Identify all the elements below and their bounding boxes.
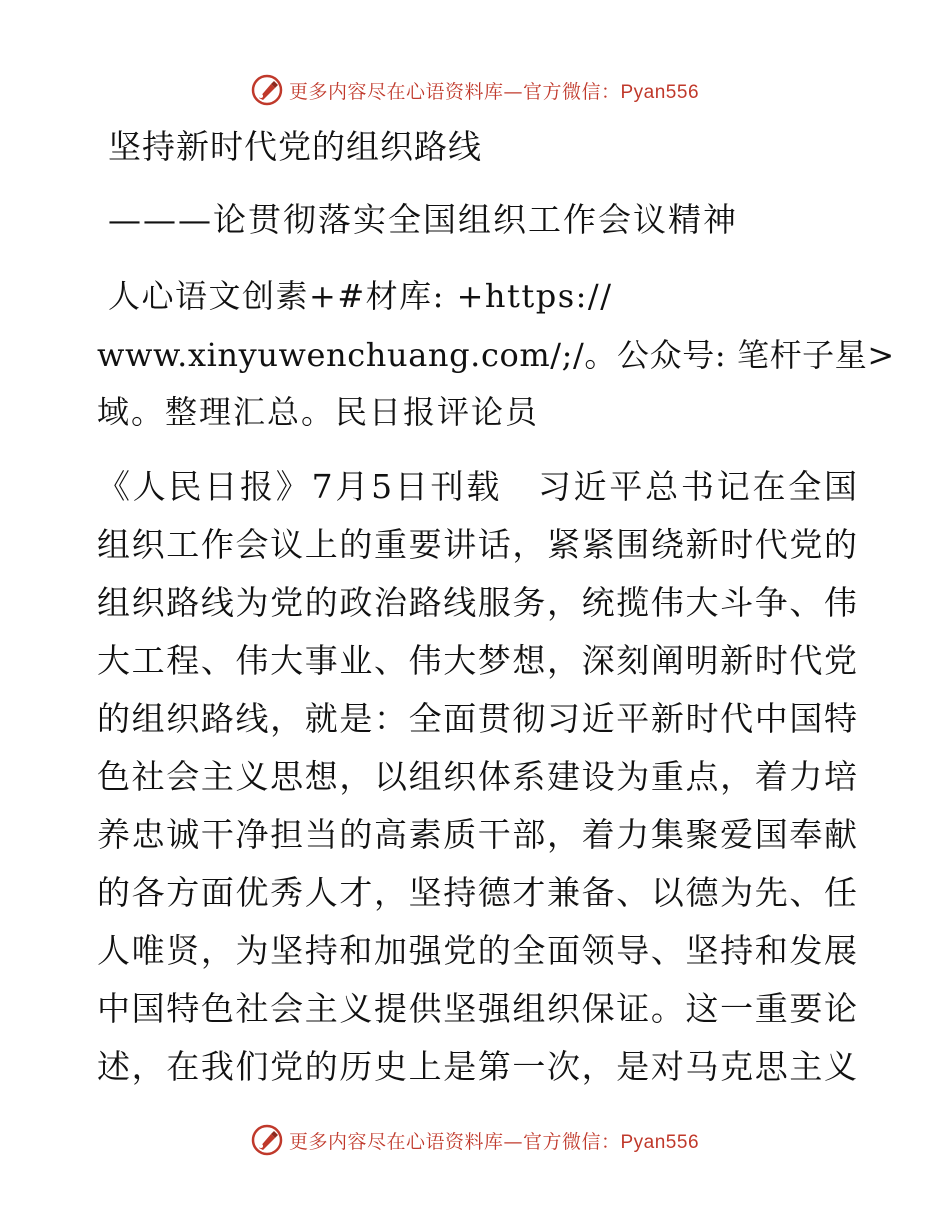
banner-wechat-id: Pyan556	[620, 1131, 700, 1153]
body-line: 中国特色社会主义提供坚强组织保证。这一重要论	[97, 989, 857, 1028]
body-line: 的各方面优秀人才，坚持德才兼备、以德为先、任	[97, 873, 857, 912]
footer-watermark-banner	[0, 1122, 950, 1158]
body-line: 的组织路线，就是：全面贯彻习近平新时代中国特	[97, 699, 857, 738]
body-line: 人唯贤，为坚持和加强党的全面领导、坚持和发展	[97, 931, 857, 970]
body-line: 组织工作会议上的重要讲话，紧紧围绕新时代党的	[97, 525, 857, 564]
article-title: 坚持新时代党的组织路线	[108, 127, 482, 166]
banner-text-cn: 更多内容尽在心语资料库—官方微信：	[288, 80, 621, 103]
article-subtitle: ———论贯彻落实全国组织工作会议精神	[108, 200, 738, 239]
banner-text	[289, 77, 699, 104]
banner-text-cn: 更多内容尽在心语资料库—官方微信：	[288, 1130, 621, 1153]
body-line: 《人民日报》7月5日刊载 习近平总书记在全国	[97, 467, 857, 506]
banner-wechat-id: Pyan556	[620, 81, 700, 103]
body-line: 养忠诚干净担当的高素质干部，着力集聚爱国奉献	[97, 815, 857, 854]
source-line-3: 域。整理汇总。民日报评论员	[97, 393, 540, 431]
body-line: 述，在我们党的历史上是第一次，是对马克思主义	[97, 1047, 857, 1086]
pen-logo-icon	[251, 1124, 283, 1156]
body-line: 大工程、伟大事业、伟大梦想，深刻阐明新时代党	[97, 641, 857, 680]
banner-text	[289, 1127, 699, 1154]
source-line-2: www.xinyuwenchuang.com/;/。公众号: 笔杆子星>	[97, 336, 895, 374]
body-line: 组织路线为党的政治路线服务，统揽伟大斗争、伟	[97, 583, 857, 622]
header-watermark-banner	[0, 72, 950, 108]
source-line-1: 人心语文创素+#材库: +https://	[108, 277, 613, 315]
body-line: 色社会主义思想，以组织体系建设为重点，着力培	[97, 757, 857, 796]
pen-logo-icon	[251, 74, 283, 106]
